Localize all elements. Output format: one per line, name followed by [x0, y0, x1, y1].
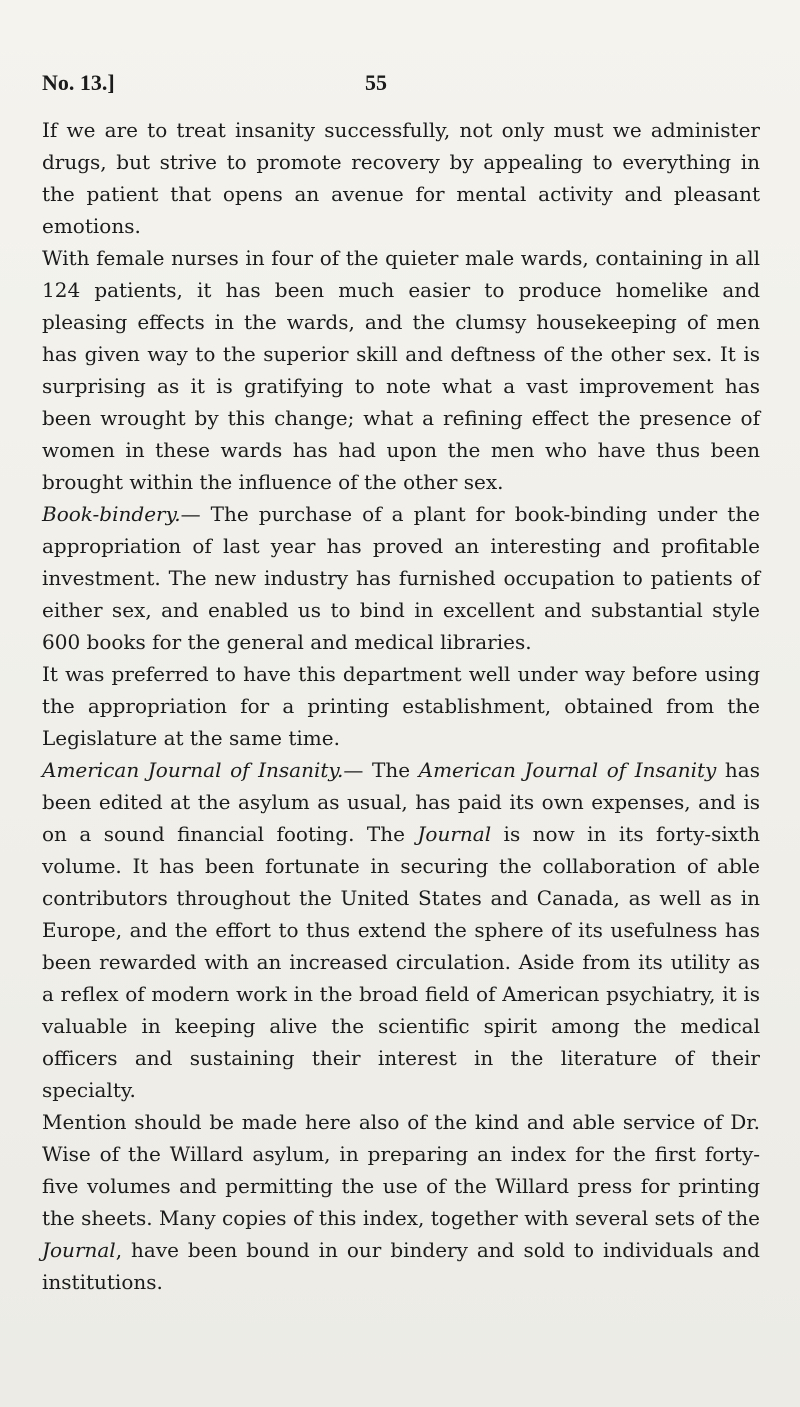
paragraph-text: — The — [343, 758, 419, 782]
paragraph-printing — [42, 658, 760, 754]
paragraph-treatment — [42, 114, 760, 242]
paragraph-text: has been edited at the asylum as usual, has paid its own expenses, and is on a sound financial footing. The — [42, 758, 760, 846]
paragraph-female-nurses — [42, 242, 760, 498]
section-heading-book-bindery: Book-bindery. — [42, 502, 181, 526]
paragraph-text: is now in its forty-sixth volume. It has been fortunate in securing the collaboration of able contributors throughout the United States and Canada, as well as in Europe, and the effort to thus extend the sphere of its usefulness has been rewarded with an increased circulation. Aside from its utility as a reflex of modern work in the broad field of American psychiatry, it is valuable in keeping alive the scientific spirit among the medical officers and sustaining their interest in the literature of their specialty. — [42, 822, 760, 1102]
paragraph-text: — The purchase of a plant for book-binding under the appropriation of last year has proved an interesting and profitable investment. The new industry has furnished occupation to patients of either sex, and enabled us to bind in excellent and substantial style 600 books for the general and medical libraries. — [42, 502, 760, 654]
journal-italic: Journal — [42, 1238, 116, 1262]
paragraph-index-mention — [42, 1106, 760, 1298]
body-text — [42, 114, 760, 1298]
paragraph-text: With female nurses in four of the quieter male wards, containing in all 124 patients, it has been much easier to produce homelike and pleasing effects in the wards, and the clumsy housekeeping of men has given way to the superior skill and deftness of the other sex. It is surprising as it is gratifying to note what a vast improvement has been wrought by this change; what a refining effect the presence of women in these wards has had upon the men who have thus been brought within the influence of the other sex. — [42, 246, 760, 494]
journal-title-italic: American Journal of Insanity — [418, 758, 717, 782]
section-heading-journal: American Journal of Insanity. — [42, 758, 344, 782]
journal-italic: Journal — [417, 822, 492, 846]
running-header — [42, 70, 462, 100]
issue-number: No. 13.] — [42, 70, 115, 95]
paragraph-book-bindery — [42, 498, 760, 658]
paragraph-text: Mention should be made here also of the kind and able service of Dr. Wise of the Willard asylum, in preparing an index for the first forty-five volumes and permitting the use of the Willard press for printing the sheets. Many copies of this index, together with several sets of the — [42, 1110, 760, 1230]
paragraph-text: , have been bound in our bindery and sold to individuals and institutions. — [42, 1238, 760, 1294]
paragraph-text: If we are to treat insanity successfully, not only must we administer drugs, but strive to promote recovery by appealing to everything in the patient that opens an avenue for mental activity and pleasant emotions. — [42, 118, 760, 238]
page-number: 55 — [365, 70, 387, 95]
paragraph-text: It was preferred to have this department well under way before using the appropriation for a printing establishment, obtained from the Legislature at the same time. — [42, 662, 760, 750]
paragraph-journal — [42, 754, 760, 1106]
